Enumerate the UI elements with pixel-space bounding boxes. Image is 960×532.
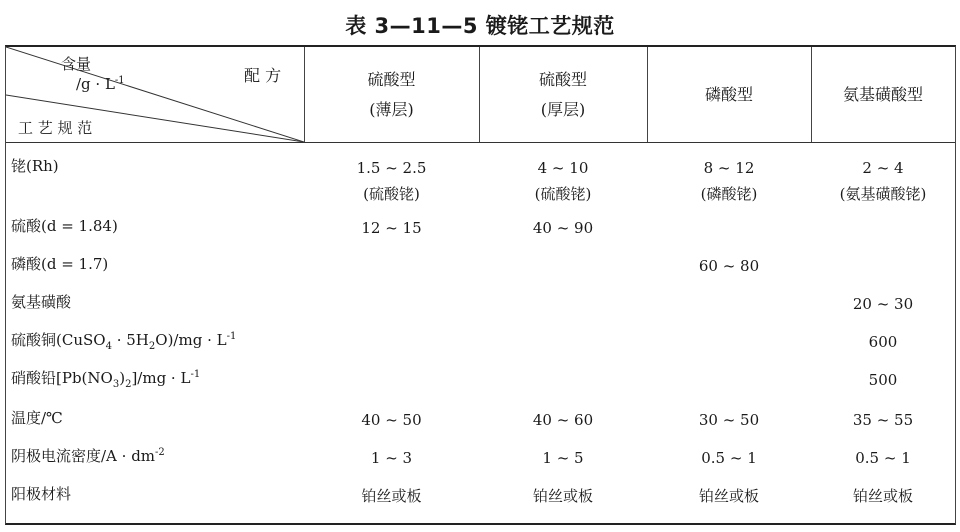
row-label: 硫酸(d = 1.84) [11,217,118,235]
row-label: 硫酸铜(CuSO$_4$ · $5H_2O)/mg \cdot L^{-1}$ [11,331,237,352]
table-cell: 2 ~ 4 (氨基磺酸铑) [839,159,927,203]
table-cell: 60 ~ 80 [698,257,760,275]
column-header-phosphate: 磷酸型 [704,84,753,104]
row-label: 磷酸(d = 1.7) [11,255,109,273]
row-label: 铑(Rh) [11,157,59,175]
row-label: 温度/℃ [11,409,63,427]
table-cell: 40 ~ 90 [532,219,594,237]
table-cell: 铂丝或板 [532,487,593,505]
table-title: 表 3—11—5 镀铑工艺规范 [345,14,615,38]
column-header-sulfamate: 氨基磺酸型 [842,84,923,104]
table-cell: 铂丝或板 [852,487,913,505]
row-label: 硝酸铅$[Pb(NO_3)_2]/mg \cdot L^{-1}$ [11,369,201,390]
table-cell: 铂丝或板 [361,487,422,505]
table-cell: 铂丝或板 [698,487,759,505]
table-cell: 0.5 ~ 1 [701,449,757,467]
table-cell: 40 ~ 50 [361,411,422,429]
column-header-sulfate-thick: 硫酸型 (厚层) [538,69,587,119]
table-cell: 12 ~ 15 [361,219,422,237]
corner-label-formula: 配 方 [244,66,282,85]
table-cell: 600 [868,333,898,351]
row-label: 氨基磺酸 [11,293,72,311]
row-label: 阳极材料 [11,485,72,503]
table-header [6,47,955,143]
table-cell: 40 ~ 60 [532,411,594,429]
table-cell: 0.5 ~ 1 [855,449,911,467]
table-cell: 30 ~ 50 [698,411,760,429]
table-cell: 1 ~ 3 [370,449,413,467]
table-cell: 1.5 ~ 2.5 (硫酸铑) [356,159,427,203]
corner-label-content: 含量 [61,55,92,73]
plating-spec-table [5,45,956,525]
row-label: 阴极电流密度$/A \cdot dm^{-2}$ [11,447,165,465]
table-cell: 20 ~ 30 [852,295,914,313]
table-cell: 35 ~ 55 [852,411,914,429]
column-header-sulfate-thin: 硫酸型 (薄层) [367,69,416,119]
table-cell: 500 [868,371,898,389]
table-cell: 8 ~ 12 (磷酸铑) [700,159,758,203]
table-cell: 4 ~ 10 (硫酸铑) [534,159,592,203]
table-cell: 1 ~ 5 [542,449,584,467]
corner-label-process: 工 艺 规 范 [18,119,93,137]
corner-label-unit: $/g \cdot L^{-1}$ [76,75,125,93]
